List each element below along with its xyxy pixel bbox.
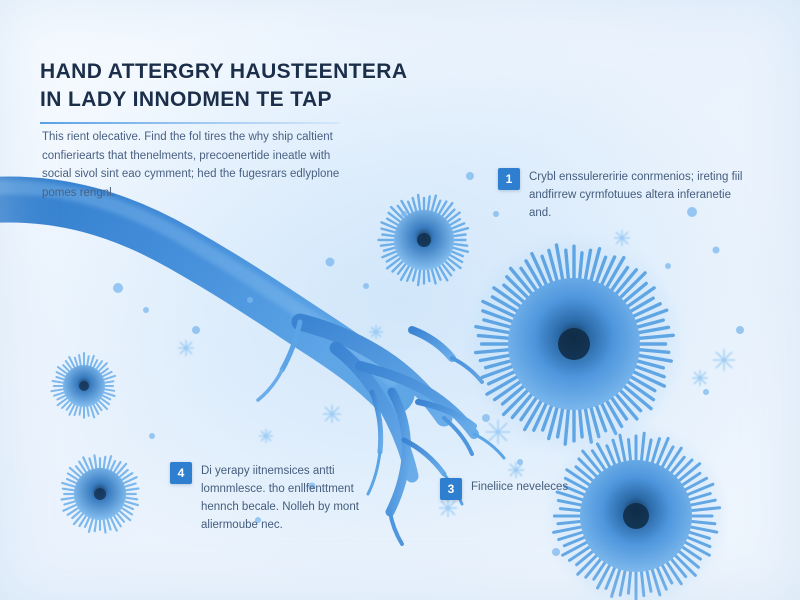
title-underline [40, 122, 340, 124]
callout-2 [170, 462, 370, 535]
page-title [40, 58, 470, 124]
callout-2-text: Di yerapy iitnemsices antti lomnmlesce. tho enllfenttment hennch becale. Nolleh by mont aliermoube nec. [201, 465, 359, 532]
title-line-2: IN LADY INNODMEN TE TAP [40, 87, 332, 111]
subtitle-paragraph: This rient olecative. Find the fol tires the why ship caltient confieriearts that thenelments, precoenertide ineatle with social sivol sint eao cymment; hed the fugesrars edlyplone pomes rengnl. [42, 131, 340, 199]
title-line-1: HAND ATTERGRY HAUSTEENTERA [40, 60, 408, 83]
callout-3-number: 3 [440, 478, 462, 500]
callout-1 [498, 168, 748, 222]
callout-1-text: Crybl enssulereririe conrmenios; ireting fiil andfirrew cyrmfotuues altera inferanetie and. [529, 171, 743, 220]
callout-1-number: 1 [498, 168, 520, 190]
callout-2-number: 4 [170, 462, 192, 484]
callout-3 [440, 478, 620, 500]
callout-3-text: Fineliice neveleces [471, 481, 569, 493]
